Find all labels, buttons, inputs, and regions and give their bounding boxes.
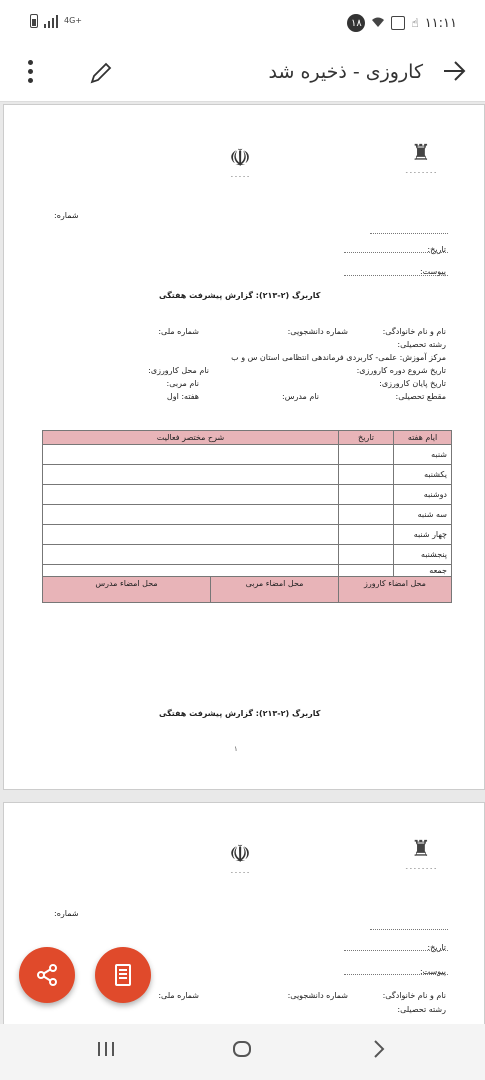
field-internship-place: نام محل کارورزی: <box>148 366 209 375</box>
form-heading: کاربرگ (۲-۲۱۳): گزارش پیشرفت هفتگی <box>159 291 321 300</box>
field-major: رشته تحصیلی: <box>397 340 446 349</box>
field-mentor-name: نام مربی: <box>166 379 199 388</box>
day-cell: یکشنبه <box>394 465 452 485</box>
table-row <box>43 545 452 565</box>
status-bar <box>0 0 485 48</box>
document-page-2 <box>3 802 485 1032</box>
table-row <box>43 505 452 525</box>
field-center: مرکز آموزش: علمی- کاربردی فرماندهی انتظامی استان س و ب <box>231 353 446 362</box>
notification-count-badge: ۱۸ <box>347 14 365 32</box>
field-student-id: شماره دانشجویی: <box>287 991 348 1000</box>
more-vert-icon[interactable] <box>28 60 34 83</box>
field-student-id: شماره دانشجویی: <box>287 327 348 336</box>
table-row <box>43 465 452 485</box>
field-end-date: تاریخ پایان کارورزی: <box>379 379 446 388</box>
field-major: رشته تحصیلی: <box>397 1005 446 1014</box>
activity-cell <box>43 565 339 577</box>
chevron-right-icon[interactable] <box>368 1038 390 1066</box>
document-title: کاروزی - ذخیره شد <box>268 61 423 83</box>
document-icon <box>111 963 135 987</box>
field-week: هفته: اول <box>166 392 199 401</box>
table-header-day: ایام هفته <box>394 431 452 445</box>
table-header-date: تاریخ <box>339 431 394 445</box>
field-start-date: تاریخ شروع دوره کارورزی: <box>356 366 446 375</box>
signature-intern: محل امضاء کارورز <box>339 577 452 603</box>
date-cell <box>339 485 394 505</box>
wifi-icon <box>371 16 385 31</box>
date-cell <box>339 465 394 485</box>
battery-icon <box>30 14 38 28</box>
image-icon <box>391 16 405 30</box>
weekly-progress-table <box>42 430 452 603</box>
dotted-line <box>370 233 448 234</box>
attachment-label: پیوست: <box>419 267 446 276</box>
university-logo: ♜ - - - - - - - - <box>405 141 437 176</box>
number-label: شماره: <box>54 211 79 220</box>
date-cell <box>339 445 394 465</box>
home-icon[interactable] <box>231 1038 253 1066</box>
dotted-line <box>344 950 448 951</box>
field-name: نام و نام خانوادگی: <box>382 327 446 336</box>
share-icon <box>35 963 59 987</box>
table-header-activity: شرح مختصر فعالیت <box>43 431 339 445</box>
dotted-line <box>344 275 448 276</box>
day-cell: پنجشنبه <box>394 545 452 565</box>
arrow-right-icon[interactable] <box>441 58 467 91</box>
activity-cell <box>43 545 339 565</box>
signature-mentor: محل امضاء مربی <box>211 577 339 603</box>
touch-icon: ☝ <box>411 16 419 30</box>
activity-cell <box>43 525 339 545</box>
pencil-icon[interactable] <box>88 60 114 92</box>
table-row <box>43 525 452 545</box>
dotted-line <box>344 974 448 975</box>
date-label: تاریخ: <box>427 943 446 952</box>
network-type: 4G+ <box>64 16 82 25</box>
document-page-1 <box>3 104 485 790</box>
day-cell: جمعه <box>394 565 452 577</box>
day-cell: دوشنبه <box>394 485 452 505</box>
date-cell <box>339 565 394 577</box>
open-document-button[interactable] <box>95 947 151 1003</box>
signature-teacher: محل امضاء مدرس <box>43 577 211 603</box>
day-cell: چهار شنبه <box>394 525 452 545</box>
date-label: تاریخ: <box>427 245 446 254</box>
status-right <box>347 14 457 32</box>
activity-cell <box>43 485 339 505</box>
dotted-line <box>370 929 448 930</box>
app-bar <box>0 48 485 102</box>
field-national-id: شماره ملی: <box>158 327 199 336</box>
signal-icon <box>44 14 58 28</box>
field-teacher-name: نام مدرس: <box>282 392 319 401</box>
date-cell <box>339 525 394 545</box>
iran-emblem-logo: ☫ - - - - - <box>229 840 251 876</box>
table-row <box>43 445 452 465</box>
activity-cell <box>43 465 339 485</box>
field-national-id: شماره ملی: <box>158 991 199 1000</box>
table-row <box>43 485 452 505</box>
field-level: مقطع تحصیلی: <box>395 392 446 401</box>
table-row <box>43 565 452 577</box>
date-cell <box>339 505 394 525</box>
day-cell: شنبه <box>394 445 452 465</box>
page-number: ۱ <box>234 745 238 753</box>
share-button[interactable] <box>19 947 75 1003</box>
footer-heading: کاربرگ (۲-۲۱۳): گزارش پیشرفت هفتگی <box>159 709 321 718</box>
activity-cell <box>43 505 339 525</box>
system-nav-bar <box>0 1024 485 1080</box>
dotted-line <box>344 252 448 253</box>
iran-emblem-logo: ☫ - - - - - <box>229 144 251 180</box>
recents-icon[interactable] <box>95 1038 117 1066</box>
clock: ۱۱:۱۱ <box>424 15 457 31</box>
status-left <box>30 14 82 28</box>
field-name: نام و نام خانوادگی: <box>382 991 446 1000</box>
attachment-label: پیوست: <box>419 967 446 976</box>
number-label: شماره: <box>54 909 79 918</box>
date-cell <box>339 545 394 565</box>
day-cell: سه شنبه <box>394 505 452 525</box>
activity-cell <box>43 445 339 465</box>
university-logo: ♜ - - - - - - - - <box>405 837 437 872</box>
